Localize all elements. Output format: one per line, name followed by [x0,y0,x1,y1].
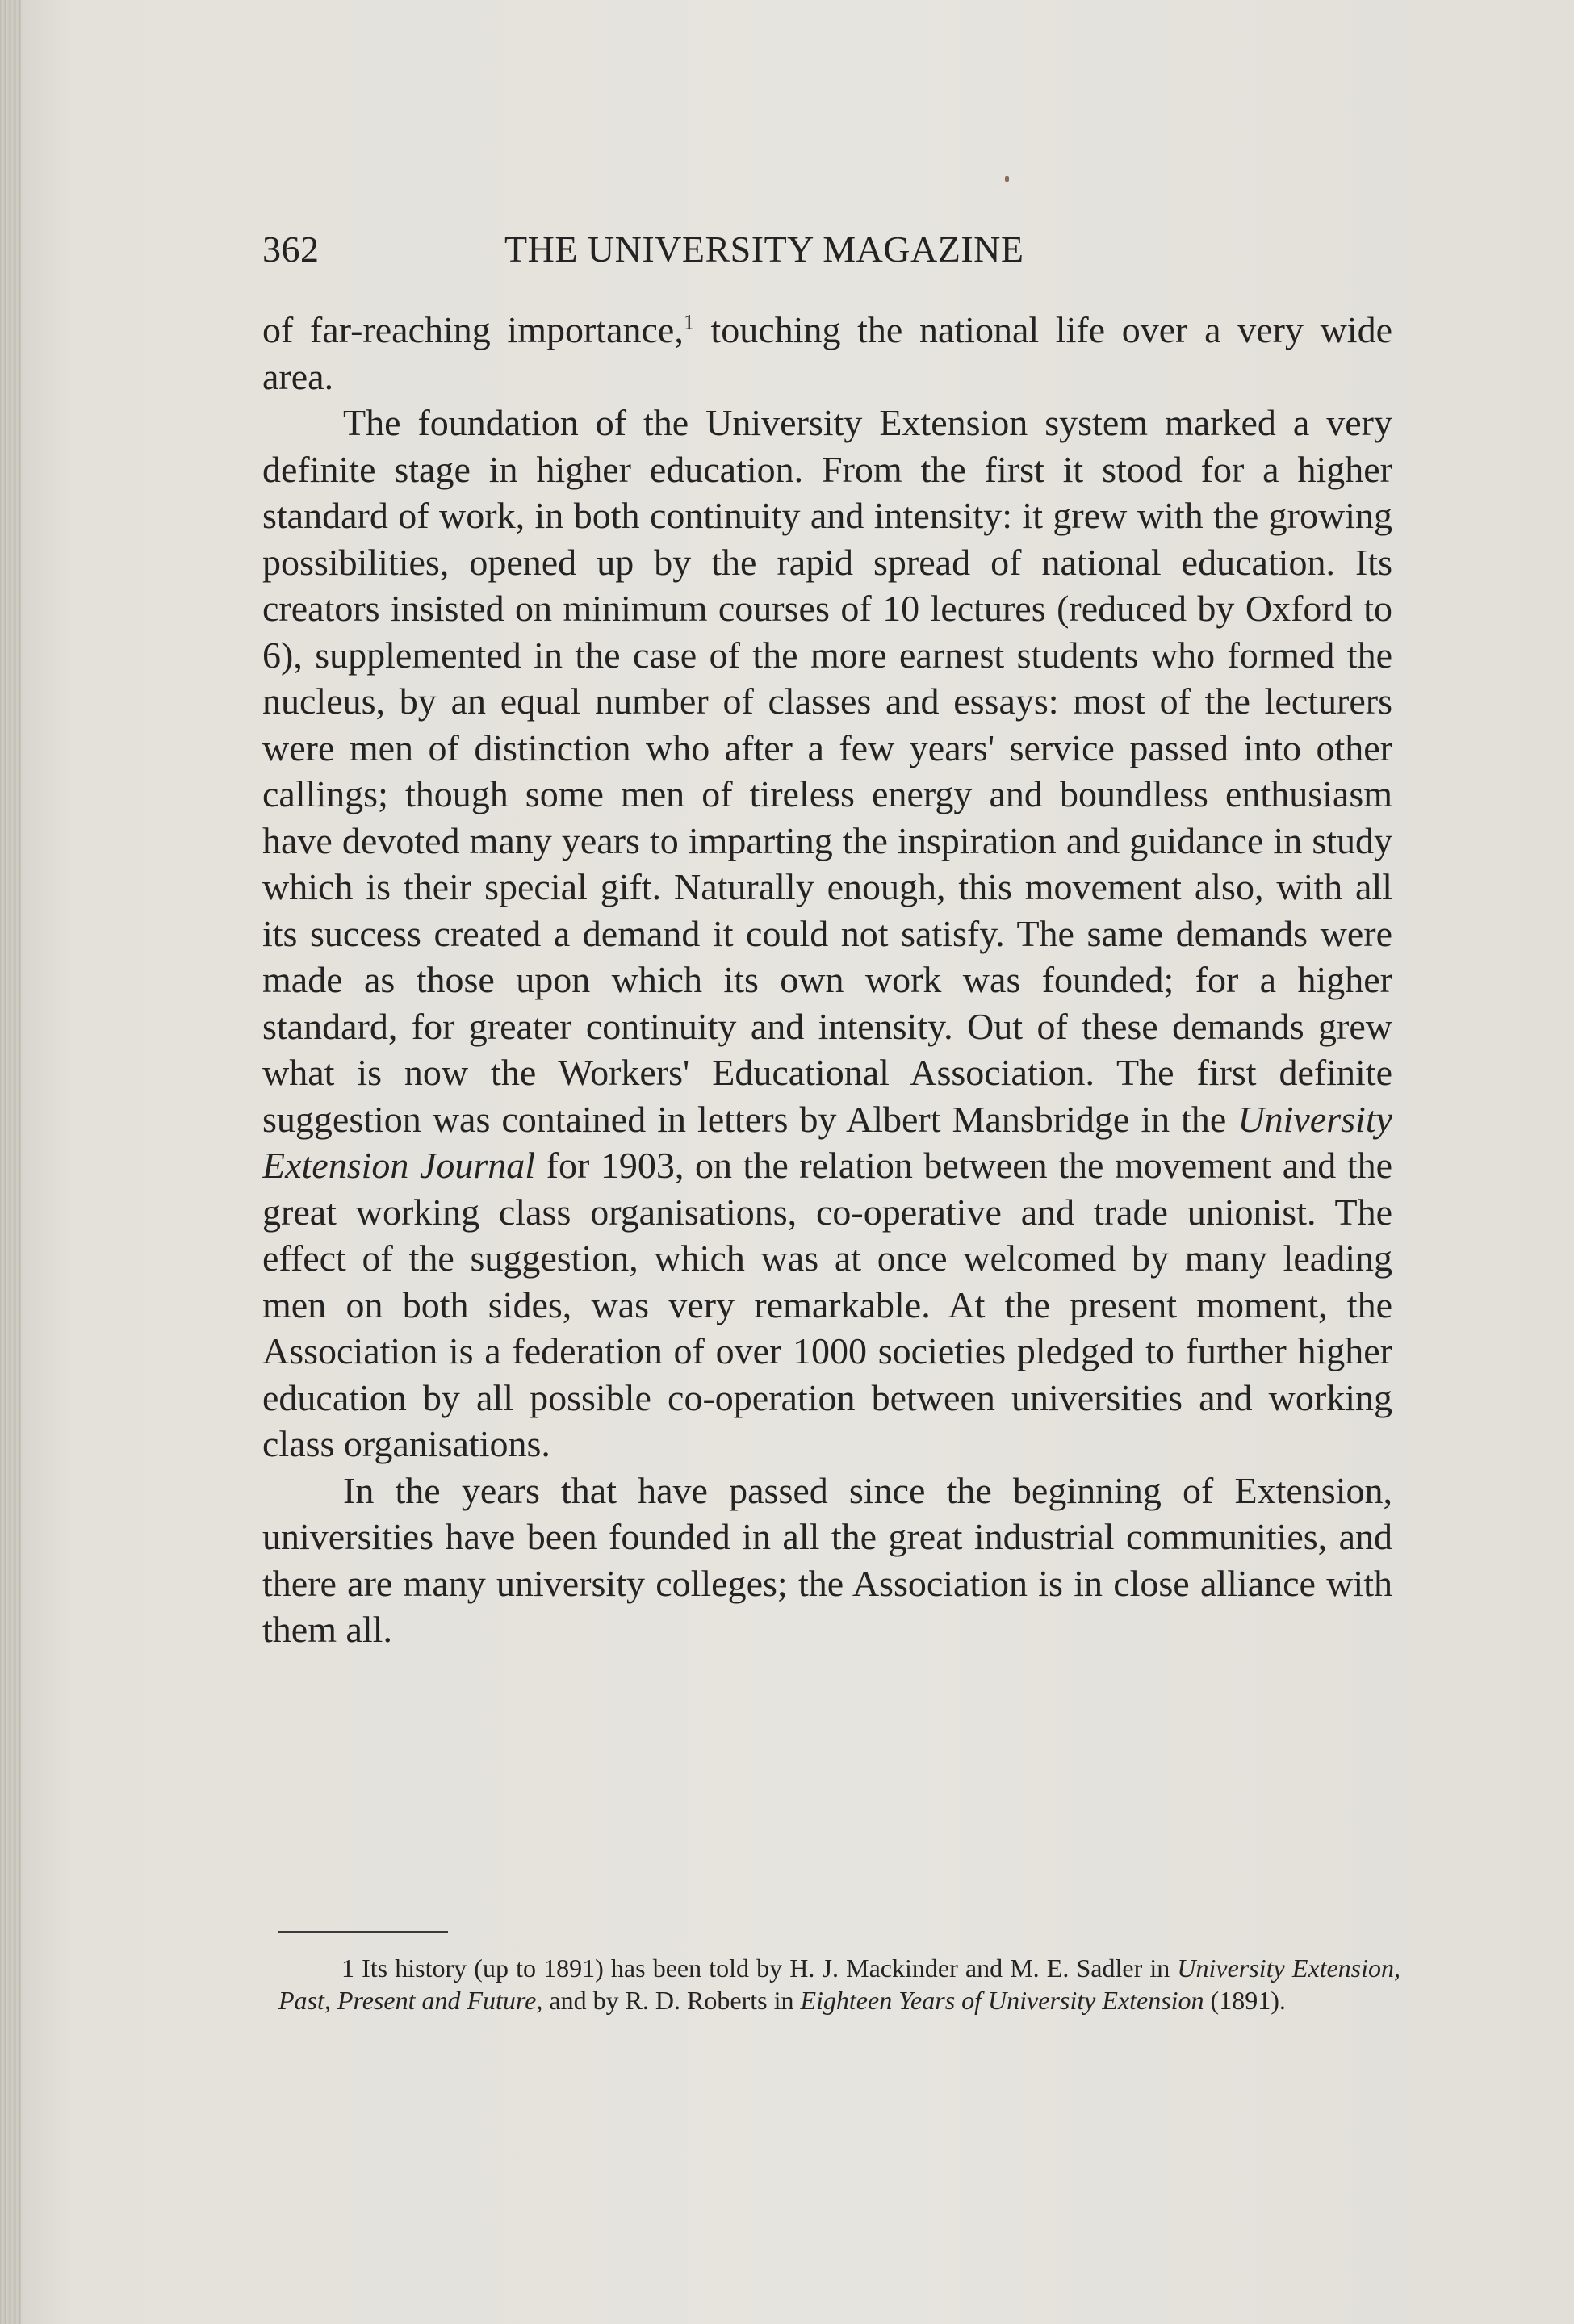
paragraph-1-text: of far-reaching importance, [262,309,684,350]
paragraph-2 [262,400,1392,1468]
paragraph-1 [262,307,1392,400]
footnote-marker: 1 [683,310,694,334]
footnote [278,1952,1400,2016]
footnote-text-a: Its history (up to 1891) has been told by H. J. Mackinder and M. E. Sadler in [354,1953,1178,1983]
paragraph-3: In the years that have passed since the beginning of Extension, universities have been founded in all the great industrial communities, and there are many university colleges; the Association is in close alliance with them all. [262,1469,1392,1650]
ink-speck [1005,176,1009,182]
page-gutter [0,0,21,2324]
footnote-body [278,1952,1400,2016]
paragraph-2-part-1: The foundation of the University Extension system marked a very definite stage in higher education. From the first it stood for a higher standard of work, in both continuity and intensity: it grew with the growing possibilities, opened up by the rapid spread of national education. Its creators insisted on minimum courses of 10 lectures (reduced by Oxford to 6), supplemented in the case of the more earnest students who formed the nucleus, by an equal number of classes and essays: most of the lecturers were men of distinction who after a few years' service passed into other callings; though some men of tireless energy and boundless enthusiasm have devoted many years to imparting the inspiration and guidance in study which is their special gift. Naturally enough, this movement also, with all its success created a demand it could not satisfy. The same demands were made as those upon which its own work was founded; for a higher standard, for greater continuity and intensity. Out of these demands grew what is now the Workers' Educational Association. The first definite suggestion was contained in letters by Albert Mansbridge in the [262,402,1392,1140]
paragraph-1-rest: touching the national life over a very wide area. [262,309,1393,397]
page-number: 362 [262,228,320,270]
footnote-text-b: and by R. D. Roberts in [542,1986,801,2015]
footnote-title-a: University Extension, Past, Present and Future, [278,1953,1401,2015]
running-title: THE UNIVERSITY MAGAZINE [504,228,1024,270]
footnote-rule [278,1931,448,1933]
body-text [262,307,1392,1653]
footnote-text-c: (1891). [1204,1986,1286,2015]
paragraph-2-part-2: for 1903, on the relation between the movement and the great working class organisations, co-operative and trade unionist. The effect of the suggestion, which was at once welcomed by many leading men on both sides, was very remarkable. At the present moment, the Association is a federation of over 1000 societies pledged to further higher education by all possible co-operation between universities and working class organisations. [262,1145,1392,1464]
footnote-title-b: Eighteen Years of University Extension [800,1986,1204,2015]
journal-title: University Extension Journal [262,1098,1392,1186]
footnote-number: 1 [341,1953,354,1983]
